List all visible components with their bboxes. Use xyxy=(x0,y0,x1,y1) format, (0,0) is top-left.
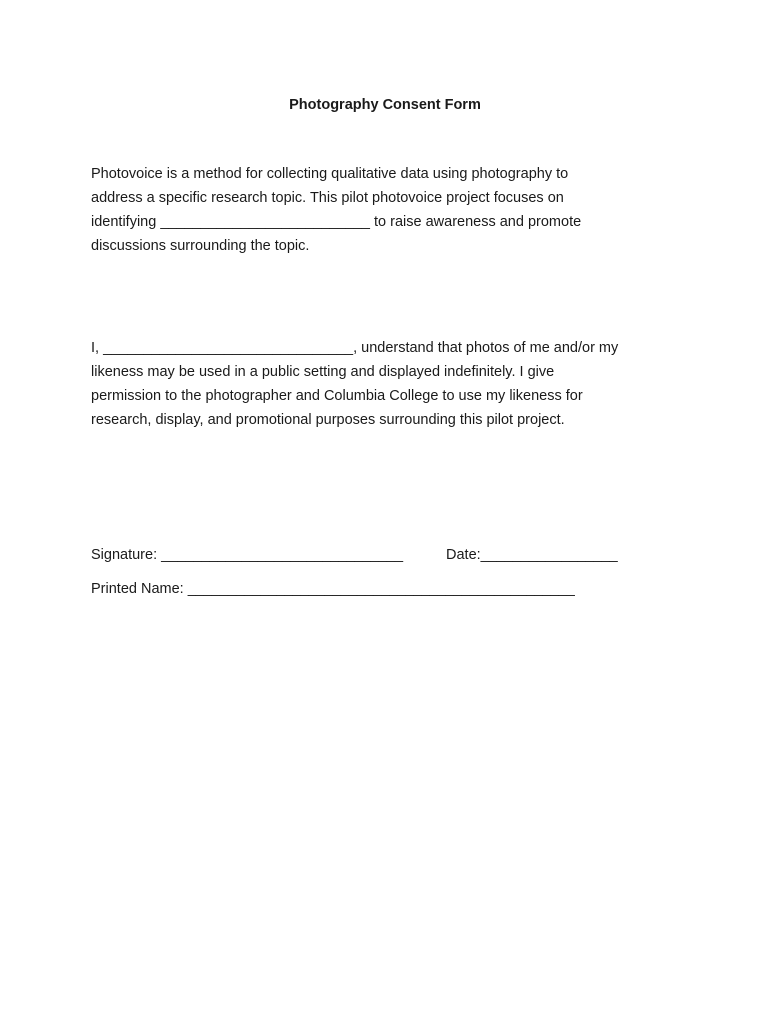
date-field: Date:_________________ xyxy=(446,547,618,563)
paragraph-line: discussions surrounding the topic. xyxy=(91,238,310,254)
paragraph-line: research, display, and promotional purposes surrounding this pilot project. xyxy=(91,412,565,428)
paragraph-line: identifying __________________________ to raise awareness and promote xyxy=(91,214,582,230)
paragraph-line: likeness may be used in a public setting and displayed indefinitely. I give xyxy=(91,364,555,380)
paragraph-line: Photovoice is a method for collecting qualitative data using photography to xyxy=(91,166,569,182)
paragraph-line: permission to the photographer and Columbia College to use my likeness for xyxy=(91,388,583,404)
consent-paragraph xyxy=(91,336,691,432)
paragraph-line: I, _______________________________, understand that photos of me and/or my xyxy=(91,340,619,356)
intro-paragraph xyxy=(91,162,691,258)
paragraph-line: address a specific research topic. This pilot photovoice project focuses on xyxy=(91,190,564,206)
printed-name-field: Printed Name: ________________________________________________ xyxy=(91,581,575,597)
page-title: Photography Consent Form xyxy=(289,97,481,113)
signature-field: Signature: ______________________________ xyxy=(91,547,404,563)
